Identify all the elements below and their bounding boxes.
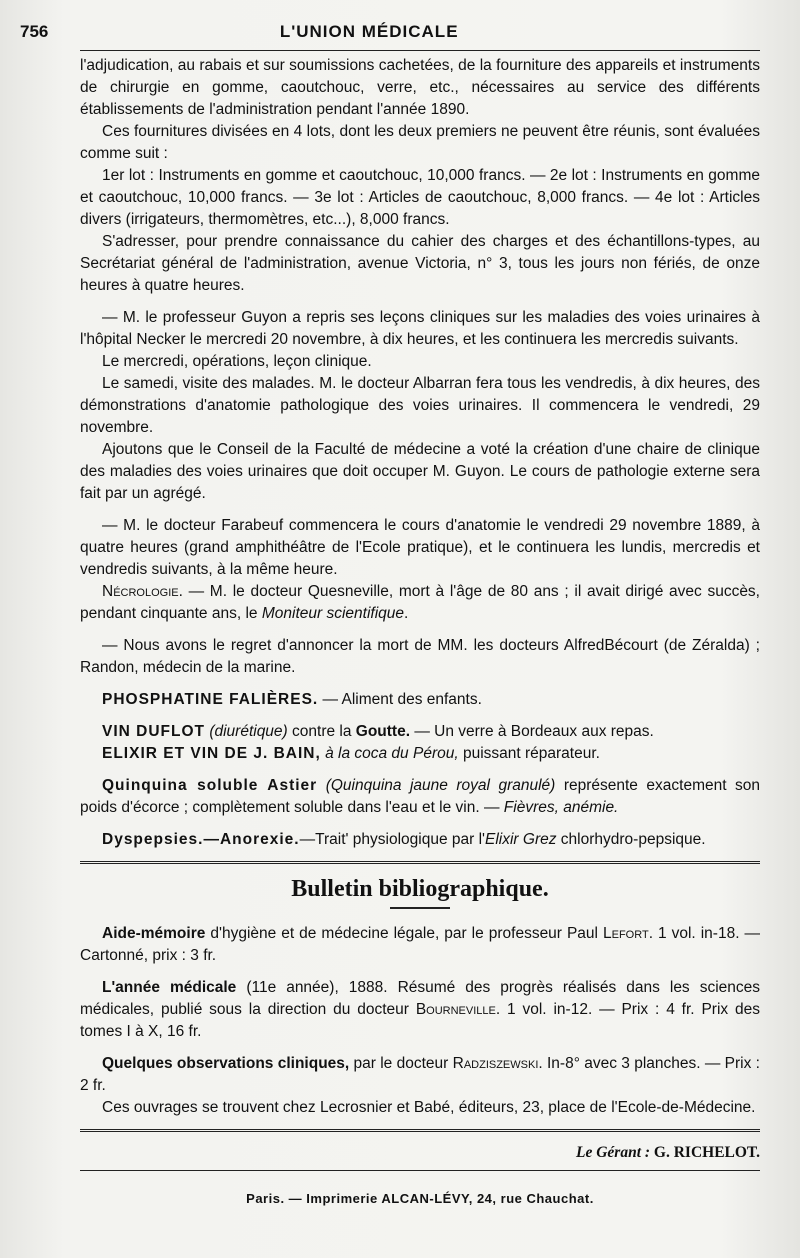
paragraph-farabeuf: — M. le docteur Farabeuf commencera le cours d'anatomie le vendredi 29 novembre 1889, à quatre heures (grand amphithéâtre de l'Ecole pratique), et le continuera les lundis, mercredis et vendredis suivants, à la même heure. — [80, 517, 760, 578]
paragraph-conseil: Ajoutons que le Conseil de la Faculté de médecine a voté la création d'une chaire de clinique des maladies des voies urinaires que doit occuper M. Guyon. Le cours de pathologie externe sera fait par un agrégé. — [80, 441, 760, 502]
ad-duflot-end: — Un verre à Bordeaux aux repas. — [410, 723, 654, 740]
biblio-aide-memoire-end: . 1 vol. in-18. — Cartonné, prix : 3 fr. — [80, 925, 760, 964]
ad-dyspepsies-end: chlorhydro-pepsique. — [556, 831, 706, 848]
footer-rule — [80, 1170, 760, 1171]
biblio-annee-author: Bourneville — [415, 1001, 496, 1018]
biblio-entry-annee-medicale — [80, 977, 760, 1043]
ad-quinquina-title: Quinquina soluble Astier — [102, 777, 318, 794]
necrologie-journal: Moniteur scientifique — [261, 605, 405, 622]
printer-imprint: Paris. — Imprimerie ALCAN-LÉVY, 24, rue Chauchat. — [246, 1191, 594, 1206]
biblio-observations-text: par le docteur — [349, 1055, 453, 1072]
ad-duflot-title: VIN DUFLOT — [102, 723, 205, 740]
biblio-publisher-note: Ces ouvrages se trouvent chez Lecrosnier et Babé, éditeurs, 23, place de l'Ecole-de-Médecine. — [102, 1099, 756, 1116]
ad-vin-duflot — [80, 721, 760, 743]
biblio-aide-memoire-title: Aide-mémoire — [102, 925, 206, 942]
ad-quinquina — [80, 775, 760, 819]
page-number: 756 — [20, 22, 49, 41]
paragraph-guyon: — M. le professeur Guyon a repris ses leçons cliniques sur les maladies des voies urinaires à l'hôpital Necker le mercredi 20 novembre, à dix heures, et les continuera les mercredis suivants. — [80, 309, 760, 348]
closing-divider — [80, 1129, 760, 1132]
ad-bain-title: ELIXIR ET VIN DE J. BAIN, — [102, 745, 321, 762]
paragraph-adjudication: l'adjudication, au rabais et sur soumissions cachetées, de la fourniture des appareils et instruments de chirurgie en gomme, caoutchouc, verre, etc., nécessaires au service des différents établissements de l'administration pendant l'année 1890. — [80, 57, 760, 118]
ad-quinquina-paren: (Quinquina jaune royal granulé) — [325, 777, 556, 794]
necrologie-label: Nécrologie. — [102, 583, 183, 600]
necrologie-end: . — [404, 605, 409, 622]
paragraph-deces: — Nous avons le regret d'annoncer la mort de MM. les docteurs AlfredBécourt (de Zéralda) ; Randon, médecin de la marine. — [80, 637, 760, 676]
paragraph-fournitures: Ces fournitures divisées en 4 lots, dont les deux premiers ne peuvent être réunis, sont évaluées comme suit : — [80, 123, 760, 162]
ad-elixir-bain — [80, 743, 760, 765]
section-divider — [80, 861, 760, 864]
gerant-name: G. RICHELOT. — [653, 1144, 760, 1161]
ad-duflot-text: contre la — [287, 723, 356, 740]
bulletin-heading: Bulletin bibliographique. — [291, 876, 549, 902]
biblio-observations-author: Radziszewski — [452, 1055, 539, 1072]
biblio-annee-end: . 1 vol. in-12. — Prix : 4 fr. Prix des tomes I à X, 16 fr. — [80, 1001, 760, 1040]
ad-dyspepsies-title: Dyspepsies.—Anorexie. — [102, 831, 300, 848]
paragraph-lots: 1er lot : Instruments en gomme et caoutchouc, 10,000 francs. — 2e lot : Instruments en gomme et caoutchouc, 10,000 francs. — 3e lot : Articles de caoutchouc, 8,000 francs. — 4e lot : Articles divers (irrigateurs, thermomètres, etc...), 8,000 francs. — [80, 167, 760, 228]
ad-quinquina-italic: Fièvres, anémie. — [503, 799, 619, 816]
header-rule — [80, 50, 760, 51]
ad-duflot-paren: (diurétique) — [209, 723, 288, 740]
ad-dyspepsies-text: —Trait' physiologique par l' — [299, 831, 486, 848]
ad-phosphatine-title: PHOSPHATINE FALIÈRES. — [102, 691, 319, 708]
necrologie-text: — M. le docteur Quesneville, mort à l'âge de 80 ans ; il avait dirigé avec succès, pendant cinquante ans, le — [80, 583, 760, 622]
biblio-annee-text: (11e année), 1888. Résumé des progrès réalisés dans les sciences médicales, publié sous la direction du docteur — [80, 979, 760, 1018]
ad-dyspepsies — [80, 829, 760, 851]
gerant-signature — [80, 1144, 760, 1162]
ad-phosphatine-text: — Aliment des enfants. — [318, 691, 482, 708]
gerant-label: Le Gérant : — [576, 1144, 651, 1161]
biblio-observations-title: Quelques observations cliniques, — [102, 1055, 350, 1072]
biblio-aide-memoire-text: d'hygiène et de médecine légale, par le professeur Paul — [205, 925, 603, 942]
paragraph-samedi: Le samedi, visite des malades. M. le docteur Albarran fera tous les vendredis, à dix heures, des démonstrations d'anatomie pathologique des voies urinaires. Il commencera le vendredi, 29 novembre. — [80, 375, 760, 436]
biblio-entry-observations — [80, 1053, 760, 1097]
biblio-observations-end: . In-8° avec 3 planches. — Prix : 2 fr. — [80, 1055, 760, 1094]
ad-bain-italic: à la coca du Pérou, — [320, 745, 459, 762]
paragraph-adresser: S'adresser, pour prendre connaissance du cahier des charges et des échantillons-types, au Secrétariat général de l'administration, avenue Victoria, n° 3, tous les jours non fériés, de onze heures à quatre heures. — [80, 233, 760, 294]
ad-bain-end: puissant réparateur. — [458, 745, 600, 762]
ad-phosphatine — [80, 689, 760, 711]
paragraph-mercredi: Le mercredi, opérations, leçon clinique. — [102, 353, 372, 370]
page-header — [20, 22, 760, 42]
ad-dyspepsies-italic: Elixir Grez — [485, 831, 557, 848]
biblio-annee-title: L'année médicale — [102, 979, 237, 996]
paragraph-necrologie — [80, 581, 760, 625]
bulletin-underline — [390, 907, 450, 909]
ad-quinquina-text: représente exactement son poids d'écorce ; complètement soluble dans l'eau et le vin. — — [80, 777, 760, 816]
journal-title: L'UNION MÉDICALE — [279, 22, 459, 41]
ad-duflot-goutte: Goutte. — [355, 723, 411, 740]
biblio-entry-aide-memoire — [80, 923, 760, 967]
biblio-aide-memoire-author: Lefort — [602, 925, 649, 942]
